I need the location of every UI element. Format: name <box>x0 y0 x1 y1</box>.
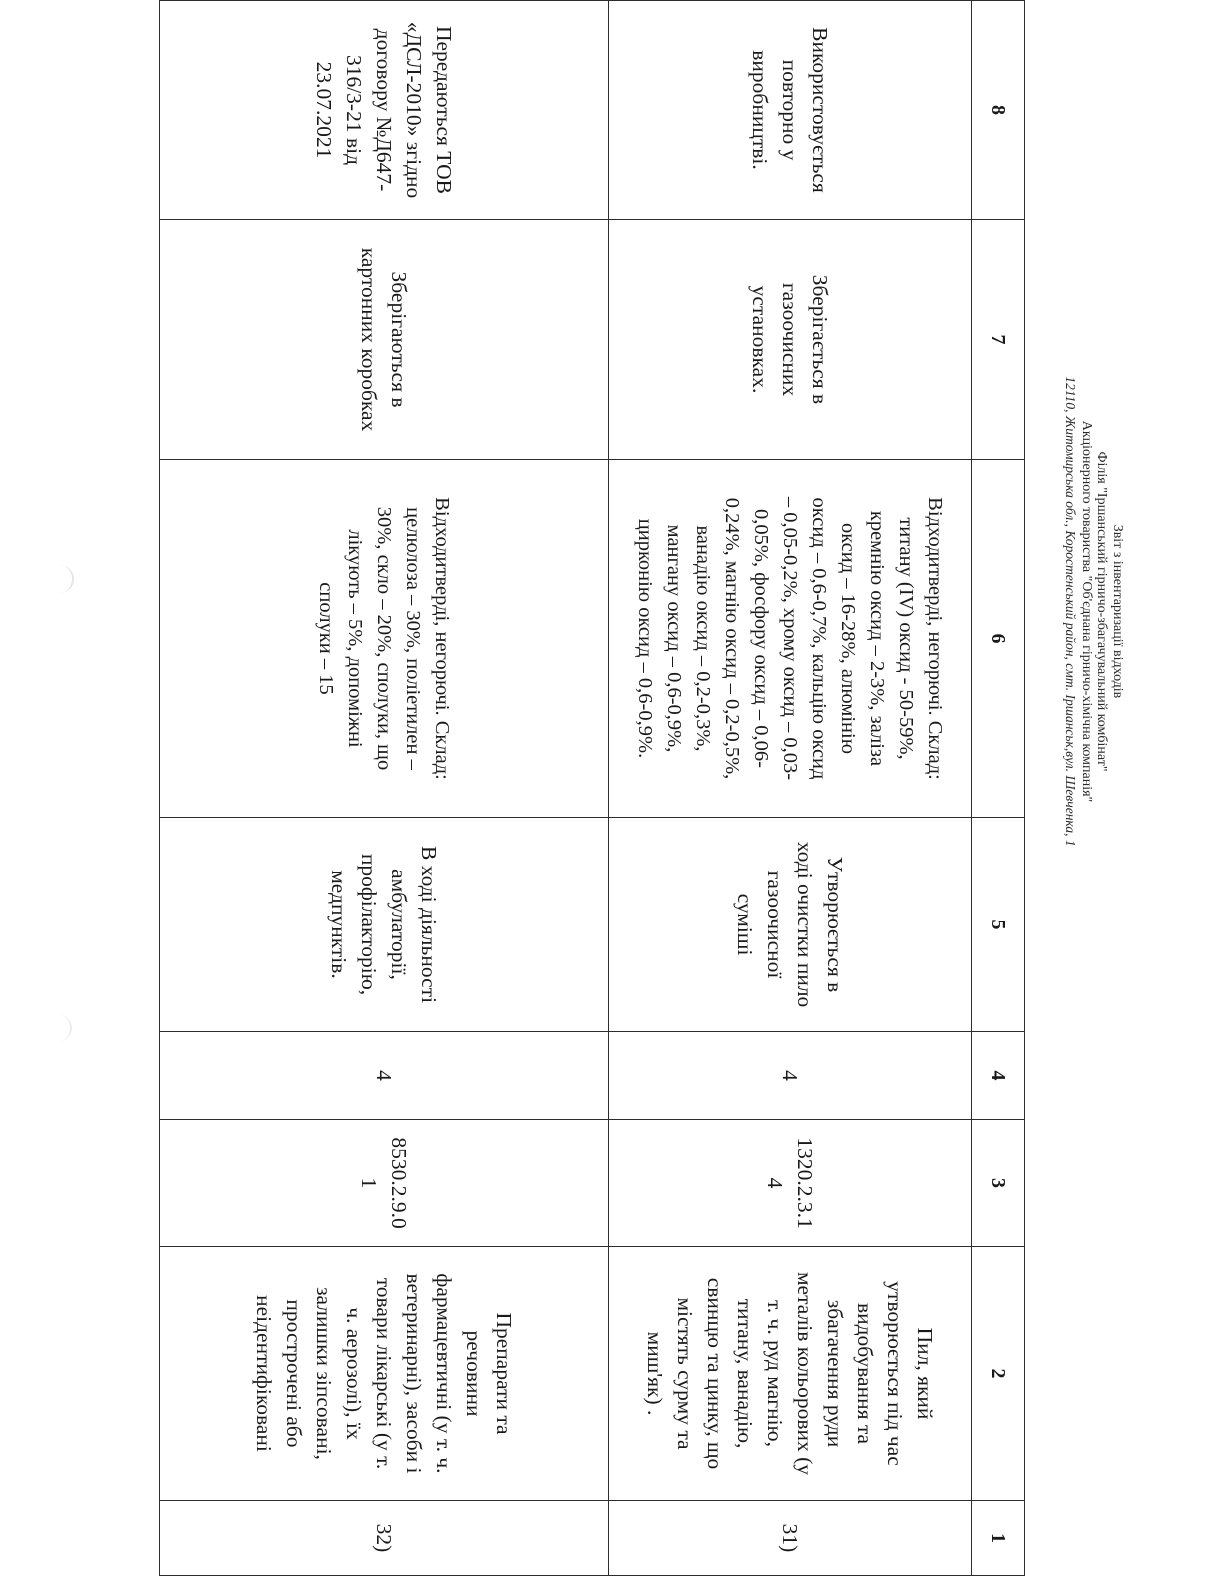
column-number: 6 <box>972 460 1025 818</box>
hazard-class-cell: 4 <box>160 1032 609 1120</box>
table-row <box>609 1 972 1576</box>
column-number: 2 <box>972 1247 1025 1501</box>
column-number: 5 <box>972 818 1025 1032</box>
row-number-cell: 31) <box>609 1501 972 1576</box>
origin-cell: Утворюється в ході очистки пило газоочисної суміші <box>609 818 972 1032</box>
storage-cell: Зберігаються в картонних коробках <box>160 220 609 460</box>
waste-code-cell: 8530.2.9.0 1 <box>160 1120 609 1247</box>
waste-inventory-table <box>159 0 1025 1575</box>
waste-name-cell: Пил, який утворюється під час видобування та збагачення руди металів кольорових (у т. ч. руд магнію, титану, ванадію, свинцю та цинку, що містять сурму та миш'як) . <box>609 1247 972 1501</box>
column-number: 1 <box>972 1501 1025 1576</box>
header-branch: Філія "Іршанський гірничо-збагачувальний комбінат" <box>1094 451 1110 772</box>
waste-name-cell: Препарати та речовини фармацевтичні (у т. ч. ветеринарні), засоби і товари лікарські (у т. ч. аерозолі), їх залишки зіпсовані, прострочені або неідентифіковані <box>160 1247 609 1501</box>
header-company: Акціонерного товариства "Об'єднана гірничо-хімічна компанія" <box>1079 420 1094 803</box>
column-number: 8 <box>972 1 1025 220</box>
origin-cell: В ході діяльності амбулаторії, профілакторію, медпунктів. <box>160 818 609 1032</box>
waste-handling-cell: Використовується повторно у виробництві. <box>609 1 972 220</box>
composition-cell: Відходитверді, негорючі. Склад: титану (IV) оксид - 50-59%, кремнію оксид – 2-3%, заліза оксид – 16-28%, алюмінію оксид – 0,6-0,7%, кальцію оксид – 0,05-0,2%, хрому оксид – 0,03- 0,05%, фосфору оксид – 0,06- 0,24%, магнію оксид – 0,2-0,5%, ванадію оксид – 0,2-0,3%, мангану оксид – 0,6-0,9%, цирконію оксид – 0,6-0,9%. <box>609 460 972 818</box>
column-number: 4 <box>972 1032 1025 1120</box>
storage-cell: Зберігається в газоочисних установках. <box>609 220 972 460</box>
waste-code-cell: 1320.2.3.1 4 <box>609 1120 972 1247</box>
table-row <box>160 1 609 1576</box>
hazard-class-cell: 4 <box>609 1032 972 1120</box>
composition-cell: Відходитверді, негорючі. Склад: целюлоза – 30%, поліетилен – 30%, скло – 20%, сполуки, що лікують – 5%, допоміжні сполуки – 15 <box>160 460 609 818</box>
scan-punch-mark <box>50 565 74 593</box>
column-number: 3 <box>972 1120 1025 1247</box>
header-title: Звіт з інвентаризації відходів <box>1110 524 1125 699</box>
waste-handling-cell: Передаються ТОВ «ДСЛ-2010» згідно договору №Д647- 316/3-21 від 23.07.2021 <box>160 1 609 220</box>
column-number: 7 <box>972 220 1025 460</box>
row-number-cell: 32) <box>160 1501 609 1576</box>
column-number-row <box>972 1 1025 1576</box>
scan-punch-mark <box>52 1015 72 1041</box>
header-address: 12110, Житомирська обл., Коростенський район, смт. Іршанськ,вул. Шевченка, 1 <box>1063 376 1079 847</box>
